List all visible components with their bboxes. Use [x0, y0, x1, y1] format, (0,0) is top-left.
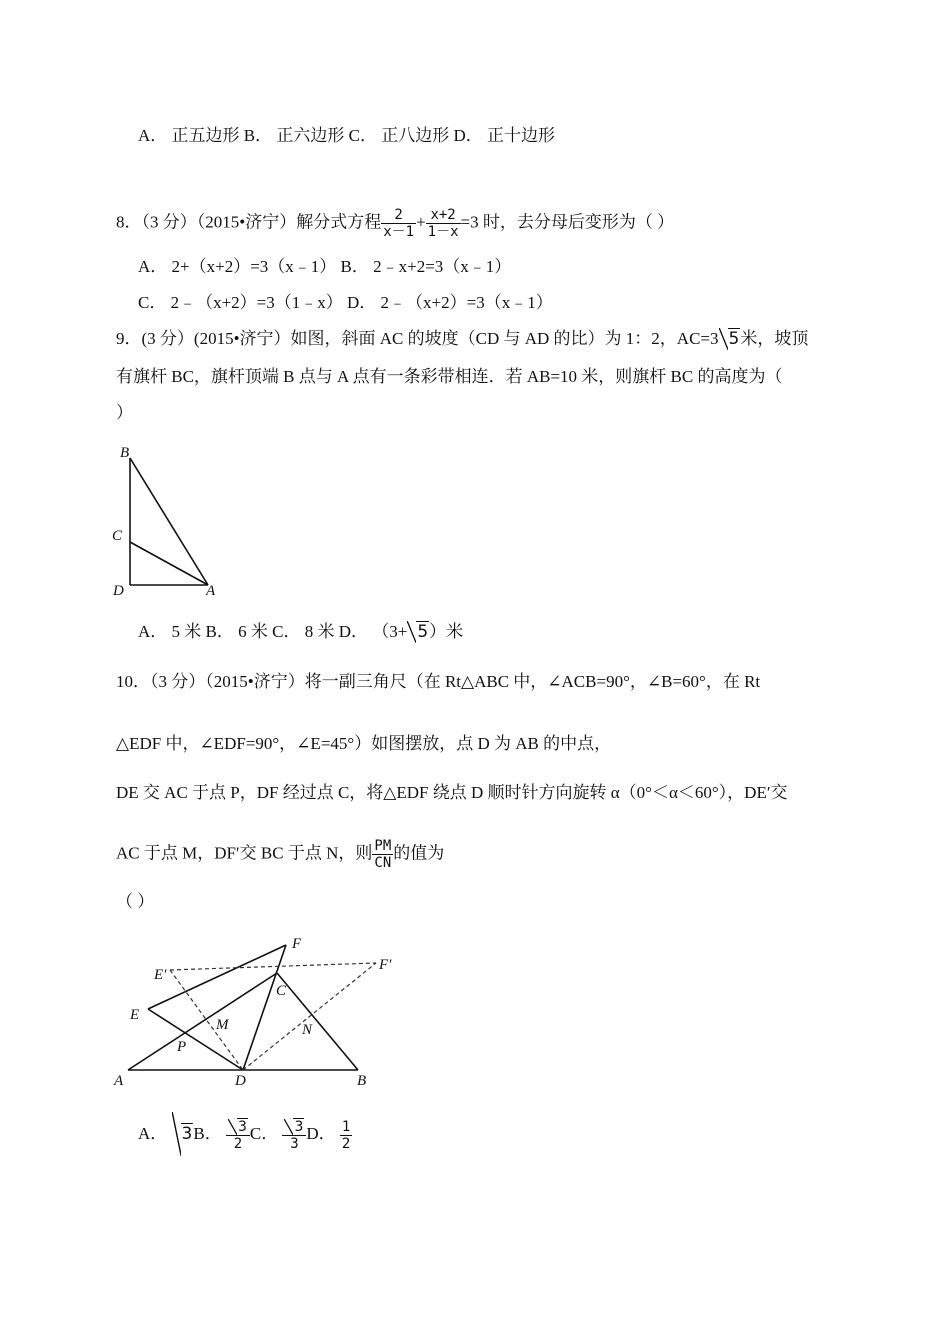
q10-segment-e1d	[170, 970, 243, 1070]
q8-options-cd: C． 2﹣（x+2）=3（1﹣x） D． 2﹣（x+2）=3（x﹣1）	[138, 293, 553, 312]
q10-opt-d-num: 1	[341, 1118, 351, 1135]
q10-opt-d-label: D．	[306, 1124, 336, 1143]
q10-label-d: D	[235, 1073, 246, 1089]
q8-stem-a: 8．（3 分）（2015•济宁）解分式方程	[116, 212, 382, 232]
q10-line-4b: 的值为	[393, 843, 445, 863]
q10-segment-ed	[148, 1009, 243, 1070]
q10-label-n: N	[302, 1022, 313, 1038]
q9-segment-ca	[130, 542, 208, 585]
q8-frac1-num: 2	[381, 207, 416, 224]
q10-opt-c-radicand: 3	[294, 1118, 304, 1135]
q8-stem	[116, 207, 674, 240]
q10-segment-e1f1	[170, 963, 376, 970]
q10-opt-a-sqrt	[172, 1112, 194, 1156]
q10-options	[138, 1112, 352, 1156]
q9-options-b: ）米	[429, 622, 464, 641]
q10-label-a: A	[114, 1073, 124, 1089]
q10-segment-df	[243, 945, 286, 1070]
q9-opt-radicand: 5	[417, 622, 429, 642]
q8-fraction-2	[426, 207, 461, 240]
q10-fraction	[372, 838, 393, 871]
q10-opt-a-radicand: 3	[181, 1124, 193, 1144]
q10-opt-b-den: 2	[233, 1135, 243, 1152]
q10-line-3: DE 交 AC 于点 P，DF 经过点 C，将△EDF 绕点 D 顺时针方向旋转 α（0°＜α＜60°），DE′交	[116, 783, 788, 802]
q10-opt-b-frac	[226, 1119, 250, 1152]
q8-frac2-num: x+2	[426, 207, 461, 224]
q10-label-m: M	[216, 1017, 229, 1033]
q9-sqrt	[719, 328, 741, 350]
q10-label-e1: E′	[154, 967, 167, 983]
q10-segment-ef	[148, 945, 286, 1009]
q10-opt-b-num	[226, 1119, 250, 1136]
q8-options-ab: A． 2+（x+2）=3（x﹣1） B． 2﹣x+2=3（x﹣1）	[138, 257, 512, 276]
q10-segment-cb	[277, 973, 358, 1070]
q9-line-1a: 9．(3 分）(2015•济宁）如图，斜面 AC 的坡度（CD 与 AD 的比）为 1：2，AC=3	[116, 329, 719, 348]
q9-figure	[100, 438, 230, 603]
q10-frac-num: PM	[374, 838, 392, 854]
q10-frac-den: CN	[374, 855, 392, 871]
q10-opt-b-label: B．	[193, 1124, 222, 1143]
q9-line-1	[116, 328, 808, 350]
q8-frac2-den: 1－x	[427, 224, 459, 240]
q10-label-e: E	[130, 1007, 140, 1023]
q9-line-3: ）	[116, 403, 133, 422]
q10-label-b: B	[357, 1073, 367, 1089]
q10-label-c: C	[276, 983, 287, 999]
q10-line-4a: AC 于点 M，DF′交 BC 于点 N，则	[116, 843, 373, 863]
q9-options-a: A． 5 米 B． 6 米 C． 8 米 D． （3+	[138, 622, 408, 641]
q9-label-a: A	[206, 583, 216, 599]
q9-label-c: C	[112, 528, 123, 544]
q10-figure	[100, 925, 420, 1090]
q9-segment-ba	[130, 458, 208, 585]
q10-opt-c-den: 3	[290, 1135, 299, 1152]
q9-line-1b: 米，坡顶	[740, 329, 809, 348]
q10-opt-c-num	[282, 1119, 306, 1136]
q7-options: A． 正五边形 B． 正六边形 C． 正八边形 D． 正十边形	[138, 126, 555, 145]
q10-label-p: P	[177, 1039, 187, 1055]
q9-opt-sqrt	[407, 621, 429, 643]
q10-label-f1: F′	[379, 957, 392, 973]
q10-line-1: 10．（3 分）（2015•济宁）将一副三角尺（在 Rt△ABC 中，∠ACB=90°，∠B=60°，在 Rt	[116, 672, 761, 691]
q10-opt-a-label: A．	[138, 1124, 168, 1143]
q10-opt-c-sqrt	[284, 1119, 304, 1135]
q8-plus: +	[416, 212, 426, 232]
q10-opt-d-frac	[340, 1119, 352, 1152]
q10-line-4	[116, 838, 444, 871]
q10-opt-b-radicand: 3	[237, 1118, 247, 1135]
q8-fraction-1	[381, 207, 416, 240]
q8-stem-b: =3 时，去分母后变形为（ ）	[460, 212, 675, 232]
q8-frac1-den: x－1	[383, 224, 415, 240]
q10-opt-c-frac	[282, 1119, 306, 1152]
q10-line-5: （ ）	[116, 892, 155, 911]
q10-segment-df1	[243, 963, 376, 1070]
q10-line-2: △EDF 中，∠EDF=90°，∠E=45°）如图摆放，点 D 为 AB 的中点，	[116, 734, 612, 753]
q9-label-b: B	[120, 445, 130, 461]
q10-label-f: F	[292, 936, 302, 952]
q10-opt-b-sqrt	[228, 1119, 248, 1135]
q10-segment-ac	[128, 973, 277, 1070]
q10-opt-d-den: 2	[341, 1135, 351, 1152]
q10-opt-c-label: C．	[249, 1124, 279, 1143]
q9-line-2: 有旗杆 BC，旗杆顶端 B 点与 A 点有一条彩带相连．若 AB=10 米，则旗杆 BC 的高度为（	[116, 367, 783, 386]
q9-options	[138, 621, 463, 643]
q9-radicand: 5	[728, 329, 740, 349]
q9-label-d: D	[113, 583, 124, 599]
